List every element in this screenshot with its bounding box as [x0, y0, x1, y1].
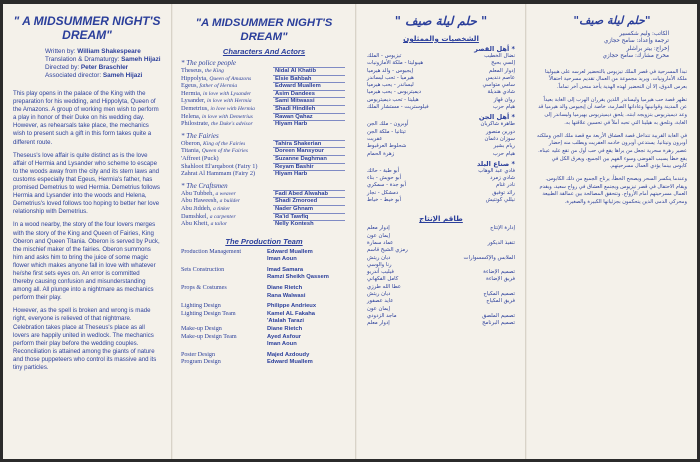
arabic-production-member: إدوار معلم — [367, 225, 390, 232]
character-role: Theseus, — [181, 67, 204, 74]
production-row — [177, 293, 351, 301]
character-role: Egeus, — [181, 82, 198, 90]
production-row — [177, 311, 351, 319]
production-member: Philippe Andrieux — [267, 303, 317, 310]
cast-row — [177, 221, 351, 229]
title-line-1: " A MIDSUMMER NIGHT'S — [13, 14, 161, 28]
cast-list — [177, 59, 351, 229]
program-sheet — [3, 4, 697, 459]
production-row — [177, 318, 351, 326]
credits-block — [45, 48, 161, 80]
production-row — [177, 303, 351, 311]
arabic-actor: طاهرة شاكريان — [480, 121, 515, 128]
production-member: Diane Rietch — [267, 326, 303, 333]
arabic-character: إيجيوس - والد هيرميا — [367, 67, 413, 74]
arabic-synopsis-paragraph: تبدأ المسرحية في قصر الملك تيزيوس بالتحضير لعرسه على هيبوليتا ملكة الأمازونيات. ويريد مجموعة من العمال تقديم مسرحية احتفالاً بعرس الدوق، إلا أن التحضير لهذه الهدية يأخذ منحى آخر تماماً. — [544, 68, 687, 91]
actor-name: Sami Mitwassi — [273, 97, 345, 106]
character-note: a carpenter — [209, 213, 236, 220]
production-row — [177, 334, 351, 342]
arabic-character: زهرة الحمام — [367, 150, 395, 157]
character-role: Shahloot El'arqaboot (Fairy 1) — [181, 162, 258, 170]
arabic-production-row — [363, 225, 519, 232]
arabic-production-row — [363, 276, 519, 283]
character-note: in love with Hermia — [206, 98, 252, 105]
actor-name: Shadi Zmoroed — [273, 197, 345, 206]
arabic-cast-row — [363, 182, 519, 189]
arabic-character: أبو حويش - بناء — [367, 175, 402, 182]
actor-name: Shadi Hindileh — [273, 105, 345, 114]
arabic-character: عفريت — [367, 135, 383, 142]
synopsis-paragraph: This play opens in the palace of the King with the preparation for his wedding, and Hippolyta, Queen of the Amazons. A group of working men wish to perform a play in honor of their Duke on his wedding day. However, as rehearsals take place, the mechanics wish to present such a gift in this form takes quite a different route. — [13, 90, 159, 146]
production-row — [177, 274, 351, 282]
character-role: Abu Tubbeh, — [181, 189, 214, 197]
arabic-production-role: تصميم الملصق — [482, 312, 515, 319]
arabic-credit-line: ترجمة وإعداد: سامح حجازي — [604, 38, 669, 45]
credit-label: Associated director: — [45, 72, 102, 79]
arabic-group-heading: * أهل الجن — [478, 113, 515, 122]
arabic-production-row — [363, 284, 519, 291]
actor-name: Hiyam Harb — [273, 170, 345, 179]
arabic-character: هيبوليتا - ملكة الأمازونيات — [367, 60, 424, 67]
arabic-actor: نيللي كونتيش — [485, 197, 515, 204]
production-member: Ayed Asfour — [267, 333, 302, 340]
arabic-production-member: عماد سمارة — [367, 239, 394, 246]
characters-heading: Characters And Actors — [222, 47, 306, 56]
actor-name: Fadi Abed Alwahab — [273, 190, 345, 199]
actor-name: Nader Ghnam — [273, 205, 345, 214]
synopsis-paragraph: Theseus's love affair is quite distinct as is the love affair of Hermia and Lysander who scheme to escape to the woods away from the city and its stern laws and customs especially that Egeus, Hermia's father, has promised Demetrius to wed Hermia. Demetrius follows Hermia and Lysander into the woods and Helena, Demetrius's loved follows too hoping to better her love relationship with Demetrius. — [13, 151, 160, 216]
arabic-actor: سوزان دغمان — [484, 135, 515, 142]
credit-value: William Shakespeare — [77, 48, 141, 55]
actor-name: Asim Dandees — [273, 90, 345, 99]
arabic-cast-row — [363, 190, 519, 197]
arabic-cast-row — [363, 97, 519, 104]
character-role: 'Affreet (Puck) — [181, 154, 219, 162]
arabic-actor: روان قهاز — [493, 96, 515, 103]
synopsis-paragraph: However, as the spell is broken and wrong is made right, everyone is relieved of that nightmare. Celebration takes place at Theseus's place as all lovers are happily united in wedlock. The mechanics perform their play before the wedding couples. Reconciliation is attained among the giants of nature and those puppeteers who control its massive and its tiny particles. — [13, 307, 157, 371]
production-role: Program Design — [181, 359, 221, 366]
arabic-production-row — [363, 247, 519, 254]
arabic-credits-block — [537, 31, 669, 61]
arabic-cast-row — [363, 136, 519, 143]
arabic-cast-row — [363, 89, 519, 96]
arabic-production-member: رمزي الشيخ قاسم — [367, 247, 408, 254]
character-note: Queen of Amazons — [209, 75, 252, 82]
synopsis-paragraph: In a wood nearby, the story of the four lovers merges with the story of the King and Queen of Fairies, King Oberon and Queen Titania. Oberon is served by Puck, the mischief maker of the fairies. Oberon summons him and asks him to bring the juice of some magic flower which makes anyone fall in love with whatever he/she first sets eyes on. An error is committed thereby causing confusion and misunderstanding among all. All plunge into a nightmare as mechanics perform their play. — [13, 221, 160, 302]
production-row — [177, 285, 351, 293]
arabic-character: تيتانيا - ملكة الجن — [367, 128, 406, 135]
actor-name: Nidal Al Khatib — [273, 67, 345, 76]
production-member: Iman Aoun — [267, 256, 297, 263]
arabic-production-member: رنا والوسي — [367, 261, 392, 268]
credit-line — [45, 64, 161, 72]
actor-name: Ra'id Tawfiq — [273, 213, 345, 222]
arabic-actor: شادي هنديلة — [487, 89, 515, 96]
production-row — [177, 352, 351, 360]
production-role: Make-up Design Team — [181, 333, 237, 340]
arabic-character: أبو جدة - سمكري — [367, 182, 406, 189]
arabic-production-member: كامل الفكهاني — [367, 276, 399, 283]
arabic-actor: شادي زمرد — [490, 175, 515, 182]
arabic-actor: إلسي بحبح — [491, 60, 515, 67]
actor-name: Suzanne Daghman — [273, 155, 345, 164]
credit-line — [45, 48, 161, 56]
production-member: Majed Azdoudy — [267, 351, 310, 358]
arabic-actor: عاصم دنديس — [485, 74, 515, 81]
arabic-production-role: الملابس والإكسسوارات — [463, 254, 515, 261]
character-role: Abu Haweesh, — [181, 197, 219, 205]
production-role: Poster Design — [181, 351, 216, 358]
arabic-character: أبو طبة - حائك — [367, 167, 400, 174]
arabic-cast-row — [363, 60, 519, 67]
cast-row — [177, 121, 351, 129]
arabic-production-role: فريق الإضاءة — [486, 276, 515, 283]
credit-value: Sameh Hijazi — [102, 72, 143, 79]
character-role: Hippolyta, — [181, 74, 208, 82]
arabic-character: شحلوط العرقبوط — [367, 143, 407, 150]
production-member: Edward Muallem — [267, 248, 313, 255]
production-list — [177, 249, 351, 367]
character-note: a tinker — [213, 205, 231, 212]
arabic-synopsis-paragraph: وعندما ينكسر السحر ويصحح الخطأ، يرتاح الجميع من ذلك الكابوس. ويقام الاحتفال في قصر تيزيوس ويجتمع العشاق في زواج سعيد، ويقدم العمال مسرحيتهم أمام الأزواج. وتتحقق المصالحة بين عمالقة الطبيعة ومحركي الدمى الذين يتحكمون بجزئياتها الكبيرة والصغيرة. — [539, 176, 687, 206]
character-note: in love with Demetrius — [201, 113, 253, 120]
character-name — [181, 220, 227, 229]
arabic-cast-row — [363, 121, 519, 128]
arabic-actor: سامي متواسي — [482, 82, 515, 89]
arabic-actor: إدوار المعلم — [488, 67, 515, 74]
arabic-production-list — [363, 225, 519, 327]
character-note: a builder — [219, 198, 241, 205]
arabic-synopsis-paragraph: في الغابة القريبة تتداخل قصة العشاق الأربعة مع قصة ملك الجن وملكته أوبرون وتيتانيا. يستدعي أوبرون خادمه العفريت ويطلب منه إحضار عصير زهرة سحرية تجعل من يراها يقع في حب أول من تقع عليه عيناه. يقع خطأ يسبب الفوضى وسوء الفهم بين الجميع، ويغرق الكل في كابوس بينما يؤدي العمال مسرحيتهم. — [537, 132, 687, 170]
arabic-cast-row — [363, 143, 519, 150]
production-row — [177, 326, 351, 334]
production-member: Rana Walwasi — [267, 292, 306, 299]
actor-name: Reyam Bashir — [273, 163, 345, 172]
character-note: in love with Lysander — [203, 90, 252, 97]
character-note: the King — [204, 68, 224, 74]
production-role: Lighting Design — [181, 303, 221, 310]
arabic-synopsis-paragraph: تظهر قصة حب هيرميا وليساندر اللذين يقرران الهرب إلى الغابة بعيداً عن المدينة وقوانينها وعاداتها الصارمة، خاصة أن إيجيوس والد هيرميا قد وعد ديميتريوس بتزويجه ابنته. يلحق ديميتريوس بهيرميا وليساندر إلى الغابة، وتلحق به هيلينا التي تحبه أملاً في تحسين علاقتها به. — [538, 96, 687, 126]
arabic-production-member: فيليب أندريو — [367, 269, 394, 276]
synopsis-text — [13, 90, 161, 372]
production-member: Ramzi Sheikh Qassem — [267, 274, 329, 281]
production-heading: The Production Team — [225, 236, 303, 246]
cast-row — [177, 171, 351, 179]
arabic-production-row — [363, 313, 519, 320]
english-play-title — [13, 14, 161, 42]
character-note: father of Hermia — [199, 83, 238, 90]
arabic-character: هيلينا - تحب ديميتريوس — [367, 96, 419, 103]
arabic-group-heading: * صناع البلد — [476, 159, 515, 168]
arabic-production-row — [363, 233, 519, 240]
cast-group-heading: * The Fairies — [181, 131, 219, 140]
cast-panel-title: "A MIDSUMMER NIGHT'S DREAM" — [195, 17, 333, 43]
credit-label: Written by: — [45, 48, 76, 55]
arabic-production-row — [363, 298, 519, 305]
actor-name: Rawan Qahaz — [273, 113, 345, 122]
arabic-production-role: فريق المكياج — [486, 298, 515, 305]
character-role: Helena, — [181, 112, 201, 120]
arabic-character: أبو خيط - خياط — [367, 197, 401, 204]
credit-line — [45, 72, 161, 80]
production-role: Sets Construction — [181, 266, 225, 273]
production-row — [177, 341, 351, 349]
arabic-production-row — [363, 306, 519, 313]
arabic-production-member: عايد عصفور — [367, 298, 394, 305]
arabic-character: دمشكل - نجار — [367, 189, 399, 196]
character-note: a weaver — [215, 190, 236, 197]
arabic-credit-line: مخرج مشارك: سامح حجازي — [602, 53, 669, 60]
arabic-production-role: تصميم المكياج — [483, 291, 515, 298]
character-name — [181, 120, 253, 129]
credit-value: Peter Braschler — [80, 64, 129, 71]
production-row — [177, 267, 351, 275]
character-role: Abu Kheit, — [181, 220, 209, 228]
english-synopsis-panel — [3, 4, 171, 459]
arabic-character: ليساندر - يحب هيرميا — [367, 82, 414, 89]
production-member: Iman Aoun — [267, 341, 297, 348]
arabic-credit-line: الكاتب: وليم شكسبير — [619, 31, 669, 37]
actor-name: Tahira Shakerian — [273, 140, 345, 149]
production-row — [177, 256, 351, 264]
cast-group-heading: * The Craftsmen — [181, 181, 228, 190]
character-role: Demetrius, — [181, 104, 209, 112]
arabic-production-member: ماجد الزدودي — [367, 312, 397, 319]
arabic-actor: دورين منصور — [486, 128, 515, 135]
arabic-production-member: إيمان عون — [367, 305, 390, 312]
arabic-cast-row — [363, 197, 519, 204]
arabic-character: فيلوستريت - مستشار الملك — [367, 104, 429, 111]
actor-name: Hiyam Harb — [273, 120, 345, 129]
production-role: Make-up Design — [181, 326, 222, 333]
arabic-character: هيرميا - تحب ليساندر — [367, 74, 414, 81]
production-role: Lighting Design Team — [181, 310, 236, 317]
arabic-actor: رائد توفيق — [492, 189, 515, 196]
arabic-production-role: تصميم الإضاءة — [483, 269, 515, 276]
arabic-cast-panel — [357, 4, 525, 459]
production-member: Imad Samara — [267, 266, 304, 273]
arabic-production-row — [363, 255, 519, 262]
character-role: Damshkel, — [181, 212, 209, 220]
character-role: Oberon, — [181, 139, 202, 147]
actor-name: Elsie Bahbah — [273, 75, 345, 84]
character-note: a tailor — [210, 221, 228, 228]
actor-name: Doreen Mansyour — [273, 147, 345, 156]
arabic-characters-heading: الشخصيات والممثلون — [403, 34, 479, 43]
arabic-cast-row — [363, 129, 519, 136]
actor-name: Edward Muallem — [273, 82, 345, 91]
production-row — [177, 359, 351, 367]
arabic-cast-row — [363, 68, 519, 75]
arabic-production-member: إدوار معلم — [367, 320, 390, 327]
arabic-character: أوبرون - ملك الجن — [367, 121, 409, 128]
production-member: Edward Muallem — [267, 359, 313, 366]
arabic-cast-row — [363, 75, 519, 82]
arabic-group-heading: * أهل القصر — [474, 45, 515, 53]
actor-name: Nelly Kontesh — [273, 220, 345, 229]
character-note: King of the Fairies — [203, 140, 246, 147]
arabic-play-title: "حلم ليلة صيف" — [573, 14, 651, 27]
title-line-2: DREAM" — [62, 28, 112, 42]
arabic-production-heading: طاقم الإنتاج — [419, 214, 463, 224]
arabic-actor: هيام حرب — [492, 104, 515, 111]
arabic-character: تيزيوس - الملك — [367, 53, 402, 59]
character-note: Queen of the Fairies — [201, 148, 248, 155]
character-role: Zahrat Al Hammam (Fairy 2) — [181, 170, 256, 178]
arabic-cast-list — [363, 45, 519, 204]
credit-line — [45, 56, 161, 64]
production-member: Diane Rietch — [267, 285, 303, 292]
character-role: Hermia, — [181, 89, 202, 97]
cast-group-heading: * The police people — [181, 59, 237, 67]
arabic-production-row — [363, 320, 519, 327]
credit-label: Translation & Dramaturgy: — [45, 56, 120, 63]
arabic-production-role: تصميم البرنامج — [482, 320, 515, 327]
arabic-cast-row — [363, 104, 519, 111]
arabic-synopsis-text — [537, 69, 687, 207]
production-role: Production Management — [181, 248, 242, 255]
character-note: the Duke's advisor — [211, 121, 253, 128]
arabic-character: ديميتريوس - يحب هيرميا — [367, 89, 422, 96]
arabic-actor: هيام حرب — [492, 150, 515, 157]
arabic-cast-row — [363, 82, 519, 89]
arabic-actor: فادي عبد الوهاب — [478, 167, 515, 174]
arabic-production-role: إدارة الإنتاج — [490, 225, 515, 232]
character-role: Abu Jiddeh, — [181, 204, 212, 212]
production-role: Props & Costumes — [181, 285, 227, 292]
arabic-cast-row — [363, 151, 519, 158]
credit-label: Directed by: — [45, 64, 80, 71]
arabic-production-row — [363, 240, 519, 247]
arabic-production-role: تنفيذ الديكور — [487, 239, 515, 246]
english-cast-panel — [173, 4, 355, 459]
arabic-synopsis-panel — [527, 4, 697, 459]
production-member: 'Atalah Tarazi — [267, 318, 305, 325]
production-member: Kamel AL Fakaha — [267, 310, 316, 317]
arabic-credit-line: إخراج: بيتر براشلر — [626, 45, 669, 52]
arabic-production-member: ديان ريتش — [367, 254, 391, 261]
character-role: Titania, — [181, 147, 201, 155]
arabic-actor: ريام بشير — [493, 143, 515, 150]
character-note: in love with Hermia — [210, 105, 255, 112]
arabic-actor: نادر غنام — [496, 182, 515, 189]
character-role: Philostrate, — [181, 120, 210, 128]
character-name — [181, 170, 255, 179]
arabic-production-member: ديان ريتش — [367, 291, 391, 298]
credit-value: Sameh Hijazi — [121, 56, 161, 63]
character-role: Lysander, — [181, 97, 206, 105]
arabic-production-member: عطا الله طرزي — [367, 283, 402, 290]
arabic-production-member: إيمان عون — [367, 232, 390, 239]
arabic-actor: نضال الخطيب — [484, 53, 515, 59]
arabic-cast-title: " حلم ليلة صيف " — [394, 14, 488, 28]
production-row — [177, 249, 351, 257]
